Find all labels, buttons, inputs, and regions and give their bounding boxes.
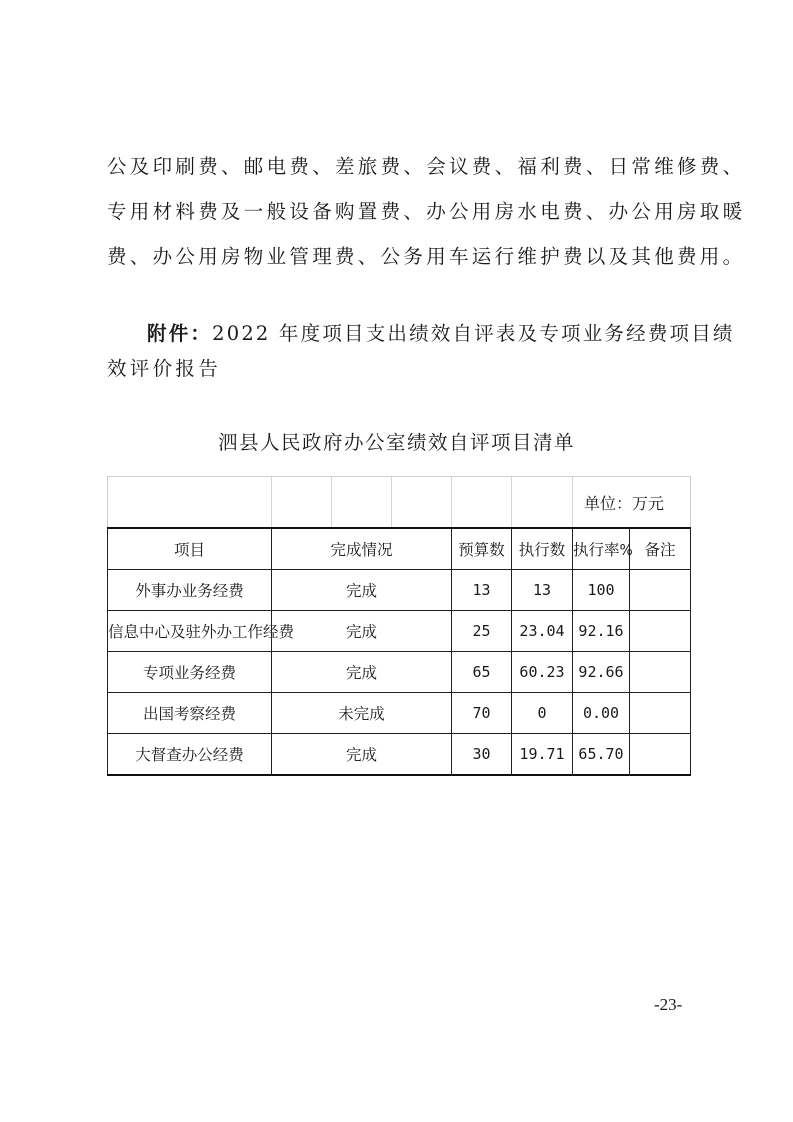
paragraph-line-1: 公及印刷费、邮电费、差旅费、会议费、福利费、日常维修费、 — [107, 155, 746, 178]
cell-budget: 65 — [452, 652, 512, 693]
unit-label: 单位：万元 — [573, 477, 691, 529]
cell-budget: 25 — [452, 611, 512, 652]
cell-item: 出国考察经费 — [108, 693, 272, 734]
cell-item: 大督查办公经费 — [108, 734, 272, 776]
cell-executed: 0 — [512, 693, 573, 734]
header-rate: 执行率% — [573, 528, 630, 570]
paragraph-line-3: 费、办公用房物业管理费、公务用车运行维护费以及其他费用。 — [107, 245, 746, 268]
cell-rate: 100 — [573, 570, 630, 611]
header-executed: 执行数 — [512, 528, 573, 570]
project-list-table — [107, 476, 691, 776]
cell-executed: 23.04 — [512, 611, 573, 652]
cell-status: 完成 — [272, 652, 452, 693]
cell-status: 完成 — [272, 611, 452, 652]
header-budget: 预算数 — [452, 528, 512, 570]
header-status: 完成情况 — [272, 528, 452, 570]
cell-item: 信息中心及驻外办工作经费 — [108, 611, 272, 652]
cell-remark — [630, 611, 691, 652]
unit-row — [108, 477, 691, 529]
table-row — [108, 693, 691, 734]
table-row — [108, 734, 691, 776]
cell-rate: 0.00 — [573, 693, 630, 734]
cell-rate: 65.70 — [573, 734, 630, 776]
page-number: -23- — [654, 995, 683, 1014]
cell-budget: 13 — [452, 570, 512, 611]
cell-executed: 13 — [512, 570, 573, 611]
cell-item: 专项业务经费 — [108, 652, 272, 693]
cell-status: 完成 — [272, 570, 452, 611]
cell-status: 完成 — [272, 734, 452, 776]
cell-item: 外事办业务经费 — [108, 570, 272, 611]
table-row — [108, 652, 691, 693]
cell-budget: 70 — [452, 693, 512, 734]
cell-executed: 60.23 — [512, 652, 573, 693]
cell-status: 未完成 — [272, 693, 452, 734]
cell-remark — [630, 734, 691, 776]
cell-remark — [630, 652, 691, 693]
attachment-line-2: 效评价报告 — [107, 357, 222, 380]
header-remark: 备注 — [630, 528, 691, 570]
paragraph-line-2: 专用材料费及一般设备购置费、办公用房水电费、办公用房取暖 — [107, 200, 746, 223]
table-row — [108, 570, 691, 611]
table-row — [108, 611, 691, 652]
cell-remark — [630, 570, 691, 611]
header-row — [108, 528, 691, 570]
table-title: 泗县人民政府办公室绩效自评项目清单 — [217, 431, 575, 454]
cell-remark — [630, 693, 691, 734]
cell-budget: 30 — [452, 734, 512, 776]
attachment-text-1: 2022 年度项目支出绩效自评表及专项业务经费项目绩 — [212, 322, 735, 345]
attachment-line-1 — [147, 322, 735, 346]
header-item: 项目 — [108, 528, 272, 570]
cell-rate: 92.16 — [573, 611, 630, 652]
cell-rate: 92.66 — [573, 652, 630, 693]
attachment-label: 附件： — [147, 322, 213, 345]
cell-executed: 19.71 — [512, 734, 573, 776]
